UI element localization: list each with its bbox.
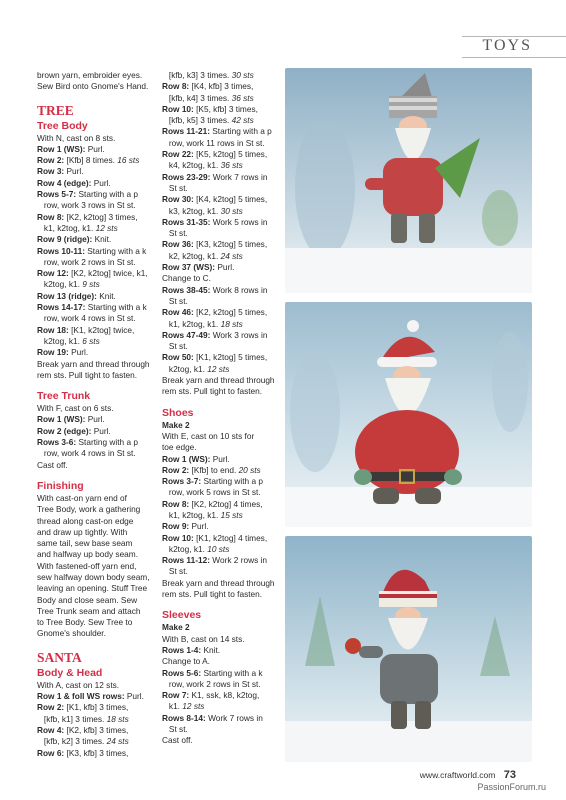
stitch-count: 20 sts <box>238 464 261 475</box>
row-label: Row 19: <box>37 347 69 358</box>
row-label: Rows 11-12: <box>162 555 210 566</box>
pattern-row <box>37 336 159 347</box>
instruction-line: St st. <box>162 182 188 193</box>
footer-url: www.craftworld.com <box>419 770 496 780</box>
row-label: Row 9: <box>162 521 190 532</box>
row-label: Rows 31-35: <box>162 216 211 227</box>
subsection-heading: Sleeves <box>162 609 202 622</box>
footer <box>420 769 516 781</box>
row-instruction: Purl. <box>85 414 105 425</box>
pattern-row <box>162 533 284 544</box>
instruction-line: Tree Trunk seam and attach <box>37 605 141 616</box>
row-instruction: Purl. <box>85 143 105 154</box>
instruction-line: rem sts. Pull tight to fasten. <box>37 369 138 380</box>
pattern-row <box>162 262 284 273</box>
instruction-line: Break yarn and thread through <box>162 577 275 588</box>
photo-santa <box>285 302 532 527</box>
pattern-row <box>162 499 284 510</box>
row-instruction: Purl. <box>124 691 144 702</box>
pattern-row <box>162 251 284 262</box>
stitch-count: 15 sts <box>220 509 243 520</box>
row-instruction: Work 8 rows in <box>210 284 268 295</box>
text-column-middle <box>162 70 284 747</box>
pattern-row <box>162 93 284 104</box>
pattern-row <box>162 172 284 183</box>
instruction-line: row, work 5 rows in St st. <box>162 487 261 498</box>
row-label: Rows 5-6: <box>162 667 202 678</box>
row-label: Row 1 (WS): <box>37 414 86 425</box>
stitch-count: 30 sts <box>220 205 243 216</box>
pattern-row <box>162 668 284 679</box>
instruction-line: row, work 3 rows in St st. <box>37 200 136 211</box>
pattern-row <box>162 81 284 92</box>
pattern-row <box>162 713 284 724</box>
row-label: Rows 3-7: <box>162 476 202 487</box>
row-label: Rows 14-17: <box>37 302 86 313</box>
instruction-line: Change to A. <box>162 656 210 667</box>
row-label: Row 50: <box>162 352 194 363</box>
row-instruction: k2tog, k1. <box>37 279 83 290</box>
row-label: Rows 38-45: <box>162 284 211 295</box>
row-label: Row 30: <box>162 194 194 205</box>
row-instruction: Starting with a p <box>201 476 263 487</box>
spacer <box>162 398 284 405</box>
row-instruction: [K5, k2tog] 5 times, <box>193 149 268 160</box>
spacer <box>37 471 159 478</box>
stitch-count: 18 sts <box>220 318 243 329</box>
row-instruction: [K4, k2tog] 5 times, <box>193 194 268 205</box>
pattern-row <box>162 194 284 205</box>
pattern-row <box>37 414 159 425</box>
pattern-row <box>37 437 159 448</box>
instruction-line: row, work 4 rows in St st. <box>37 448 136 459</box>
row-label: Row 7: <box>162 690 190 701</box>
page-number: 73 <box>503 769 516 781</box>
row-label: Row 2: <box>162 464 190 475</box>
instruction-line: rem sts. Pull tight to fasten. <box>162 589 263 600</box>
instruction-line: row, work 4 rows in St st. <box>37 313 136 324</box>
header-rule-bottom <box>462 57 566 58</box>
instruction-line: toe edge. <box>162 442 197 453</box>
instruction-line: row, work 11 rows in St st. <box>162 137 265 148</box>
row-instruction: [K1, kfb] 3 times, <box>64 702 129 713</box>
photo-gnome-with-tree <box>285 68 532 293</box>
instruction-line: and halfway up body seam. <box>37 549 139 560</box>
spacer <box>37 93 159 100</box>
pattern-row <box>162 352 284 363</box>
pattern-row <box>37 279 159 290</box>
row-label: Row 36: <box>162 239 194 250</box>
row-instruction: [K1, k2tog] 5 times, <box>193 352 268 363</box>
row-label: Rows 5-7: <box>37 189 77 200</box>
pattern-row <box>37 426 159 437</box>
instruction-line: leaving an opening. Stuff Tree <box>37 583 148 594</box>
row-label: Row 4 (edge): <box>37 177 92 188</box>
row-instruction: Work 7 rows in <box>210 171 268 182</box>
spacer <box>37 381 159 388</box>
spacer <box>162 600 284 607</box>
pattern-row <box>162 364 284 375</box>
pattern-row <box>37 155 159 166</box>
row-label: Row 1 (WS): <box>162 453 211 464</box>
row-instruction: K1, ssk, k8, k2tog, <box>189 690 260 701</box>
stitch-count: 30 sts <box>231 70 254 80</box>
pattern-row <box>37 702 159 713</box>
row-instruction: [kfb, k5] 3 times. <box>162 115 232 126</box>
instruction-line: Cast off. <box>37 459 68 470</box>
pattern-row <box>37 691 159 702</box>
row-instruction: [K2, kfb] 3 times, <box>64 724 129 735</box>
row-label: Row 4: <box>37 724 65 735</box>
instruction-line: With cast-on yarn end of <box>37 492 127 503</box>
row-instruction: Starting with a p <box>76 189 138 200</box>
instruction-line: row, work 2 rows in St st. <box>37 256 136 267</box>
row-label: Rows 1-4: <box>162 644 202 655</box>
row-instruction: k4, k2tog, k1. <box>162 160 221 171</box>
row-instruction: [K3, kfb] 3 times, <box>64 747 129 758</box>
stitch-count: 10 sts <box>207 543 230 554</box>
instruction-line: sew halfway down body seam, <box>37 571 150 582</box>
instruction-line: With N, cast on 8 sts. <box>37 132 116 143</box>
pattern-row <box>162 206 284 217</box>
row-label: Rows 47-49: <box>162 329 211 340</box>
pattern-row <box>37 212 159 223</box>
section-heading: SANTA <box>37 649 82 665</box>
row-instruction: Knit. <box>96 290 116 301</box>
row-label: Row 8: <box>162 498 190 509</box>
row-instruction: Purl. <box>215 262 235 273</box>
pattern-row <box>162 330 284 341</box>
row-instruction: Starting with a k <box>85 302 147 313</box>
instruction-note: Make 2 <box>162 419 190 430</box>
instruction-line: St st. <box>162 228 188 239</box>
instruction-line: same tail, sew base seam <box>37 538 133 549</box>
row-label: Row 2: <box>37 155 65 166</box>
pattern-row <box>162 217 284 228</box>
instruction-line: and draw up tightly. With <box>37 526 128 537</box>
stitch-count: 12 sts <box>95 222 118 233</box>
row-instruction: Purl. <box>91 177 111 188</box>
pattern-row <box>37 178 159 189</box>
instruction-line: Change to C. <box>162 273 211 284</box>
pattern-row <box>162 645 284 656</box>
row-instruction: [K4, kfb] 3 times, <box>189 81 254 92</box>
instruction-line: St st. <box>162 724 188 735</box>
pattern-row <box>37 325 159 336</box>
instruction-line: Gnome's shoulder. <box>37 628 106 639</box>
row-label: Row 10: <box>162 532 194 543</box>
pattern-row <box>37 246 159 257</box>
pattern-row <box>37 268 159 279</box>
row-label: Row 37 (WS): <box>162 262 216 273</box>
instruction-line: Break yarn and thread through <box>37 358 150 369</box>
pattern-row <box>162 544 284 555</box>
row-instruction: Starting with a k <box>201 667 263 678</box>
pattern-row <box>162 701 284 712</box>
pattern-row <box>37 748 159 759</box>
row-instruction: Purl. <box>68 347 89 358</box>
row-label: Row 46: <box>162 307 194 318</box>
pattern-row <box>162 555 284 566</box>
instruction-line: With E, cast on 10 sts for <box>162 430 255 441</box>
stitch-count: 36 sts <box>231 92 254 103</box>
pattern-row <box>37 166 159 177</box>
spacer <box>37 640 159 647</box>
row-label: Row 1 (WS): <box>37 143 86 154</box>
pattern-row <box>162 521 284 532</box>
pattern-row <box>37 302 159 313</box>
instruction-line: rem sts. Pull tight to fasten. <box>162 386 263 397</box>
watermark: PassionForum.ru <box>477 782 546 792</box>
stitch-count: 18 sts <box>106 713 129 724</box>
row-instruction: [kfb, k3] 3 times. <box>162 70 232 80</box>
row-instruction: k1, k2tog, k1. <box>162 318 221 329</box>
row-instruction: [Kfb] 8 times. <box>64 155 118 166</box>
row-instruction: k2tog, k1. <box>162 543 208 554</box>
row-label: Rows 10-11: <box>37 245 85 256</box>
subsection-heading: Body & Head <box>37 666 103 679</box>
row-instruction: Purl. <box>189 521 209 532</box>
stitch-count: 9 sts <box>82 279 100 290</box>
pattern-row <box>162 104 284 115</box>
row-instruction: k2tog, k1. <box>162 363 208 374</box>
row-instruction: [K3, k2tog] 5 times, <box>193 239 268 250</box>
row-instruction: [K2, k2tog] twice, k1, <box>68 268 148 279</box>
pattern-row <box>37 347 159 358</box>
pattern-row <box>162 465 284 476</box>
stitch-count: 6 sts <box>82 335 100 346</box>
instruction-line: to Tree Body. Sew Tree to <box>37 617 133 628</box>
row-label: Row 2 (edge): <box>37 425 92 436</box>
instruction-line: Body and close seam. Sew <box>37 594 138 605</box>
instruction-line: thread along cast-on edge <box>37 515 134 526</box>
row-instruction: k2tog, k1. <box>37 335 83 346</box>
row-instruction: k3, k2tog, k1. <box>162 205 221 216</box>
pattern-row <box>162 510 284 521</box>
section-heading: TREE <box>37 102 74 118</box>
pattern-row <box>162 319 284 330</box>
pattern-row <box>162 285 284 296</box>
row-instruction: [K5, kfb] 3 times, <box>193 103 258 114</box>
pattern-row <box>162 149 284 160</box>
pattern-row <box>37 189 159 200</box>
row-instruction: [K2, k2tog] 4 times, <box>189 498 263 509</box>
stitch-count: 12 sts <box>182 701 205 712</box>
row-instruction: Starting with a p <box>76 437 138 448</box>
row-instruction: Work 5 rows in <box>210 216 268 227</box>
pattern-row <box>162 307 284 318</box>
pattern-row <box>162 160 284 171</box>
pattern-row <box>162 126 284 137</box>
section-header <box>462 36 566 58</box>
stitch-count: 36 sts <box>220 160 243 171</box>
row-label: Rows 8-14: <box>162 712 206 723</box>
pattern-row <box>37 291 159 302</box>
pattern-row <box>37 736 159 747</box>
row-instruction: [kfb, k4] 3 times. <box>162 92 232 103</box>
pattern-row <box>37 725 159 736</box>
pattern-row <box>162 70 284 81</box>
row-label: Row 6: <box>37 747 65 758</box>
pattern-row <box>162 476 284 487</box>
section-label: TOYS <box>482 37 532 54</box>
row-instruction: [Kfb] to end. <box>189 464 239 475</box>
row-label: Row 2: <box>37 702 65 713</box>
row-label: Rows 3-6: <box>37 437 77 448</box>
pattern-row <box>37 144 159 155</box>
row-instruction: [K1, k2tog] 4 times, <box>193 532 268 543</box>
subsection-heading: Tree Trunk <box>37 390 91 403</box>
pattern-row <box>37 234 159 245</box>
row-instruction: [kfb, k2] 3 times. <box>37 736 107 747</box>
row-instruction: Purl. <box>210 453 230 464</box>
instruction-line: With fastened-off yarn end, <box>37 560 137 571</box>
row-label: Row 22: <box>162 149 194 160</box>
instruction-line: Sew Bird onto Gnome's Hand. <box>37 81 149 92</box>
row-label: Row 13 (ridge): <box>37 290 97 301</box>
row-instruction: Knit. <box>92 234 112 245</box>
row-instruction: [K2, k2tog] 3 times, <box>64 211 138 222</box>
row-instruction: Purl. <box>91 425 111 436</box>
row-label: Row 12: <box>37 268 69 279</box>
pattern-row <box>162 239 284 250</box>
row-instruction: k1. <box>162 701 183 712</box>
instruction-line: brown yarn, embroider eyes. <box>37 70 143 80</box>
text-column-left <box>37 70 159 759</box>
instruction-line: Break yarn and thread through <box>162 375 275 386</box>
row-label: Row 3: <box>37 166 65 177</box>
row-instruction: [K2, k2tog] 5 times, <box>193 307 268 318</box>
row-instruction: k1, k2tog, k1. <box>37 222 96 233</box>
pattern-row <box>37 714 159 725</box>
stitch-count: 24 sts <box>106 736 129 747</box>
instruction-line: St st. <box>162 341 188 352</box>
pattern-row <box>37 223 159 234</box>
row-instruction: k1, k2tog, k1. <box>162 509 221 520</box>
stitch-count: 12 sts <box>207 363 230 374</box>
row-label: Row 9 (ridge): <box>37 234 93 245</box>
row-label: Rows 23-29: <box>162 171 211 182</box>
subsection-heading: Tree Body <box>37 119 88 132</box>
row-instruction: Work 2 rows in <box>209 555 267 566</box>
row-label: Row 18: <box>37 324 69 335</box>
row-label: Row 8: <box>37 211 65 222</box>
subsection-heading: Finishing <box>37 479 84 492</box>
row-instruction: Starting with a p <box>209 126 272 137</box>
pattern-row <box>162 690 284 701</box>
row-instruction: Knit. <box>201 644 221 655</box>
row-instruction: [kfb, k1] 3 times. <box>37 713 107 724</box>
row-instruction: Work 7 rows in <box>205 712 263 723</box>
instruction-line: St st. <box>162 566 188 577</box>
row-instruction: Purl. <box>64 166 84 177</box>
instruction-line: Cast off. <box>162 735 193 746</box>
instruction-line: Tree Body, work a gathering <box>37 504 141 515</box>
row-instruction: [K1, k2tog] twice, <box>68 324 135 335</box>
row-instruction: Work 3 rows in <box>210 329 268 340</box>
photo-gnome-with-bird <box>285 536 532 762</box>
row-instruction: k2, k2tog, k1. <box>162 250 221 261</box>
row-label: Row 1 & foll WS rows: <box>37 691 125 702</box>
instruction-line: row, work 2 rows in St st. <box>162 678 261 689</box>
row-label: Rows 11-21: <box>162 126 210 137</box>
subsection-heading: Shoes <box>162 406 194 419</box>
row-label: Row 10: <box>162 103 194 114</box>
pattern-row <box>162 454 284 465</box>
stitch-count: 42 sts <box>231 115 254 126</box>
stitch-count: 16 sts <box>117 155 140 166</box>
row-instruction: Starting with a k <box>84 245 147 256</box>
instruction-note: Make 2 <box>162 622 190 633</box>
instruction-line: With B, cast on 14 sts. <box>162 633 245 644</box>
instruction-line: St st. <box>162 295 188 306</box>
stitch-count: 24 sts <box>220 250 243 261</box>
pattern-row <box>162 115 284 126</box>
row-label: Row 8: <box>162 81 190 92</box>
instruction-line: With F, cast on 6 sts. <box>37 403 114 414</box>
instruction-line: With A, cast on 12 sts. <box>37 679 120 690</box>
